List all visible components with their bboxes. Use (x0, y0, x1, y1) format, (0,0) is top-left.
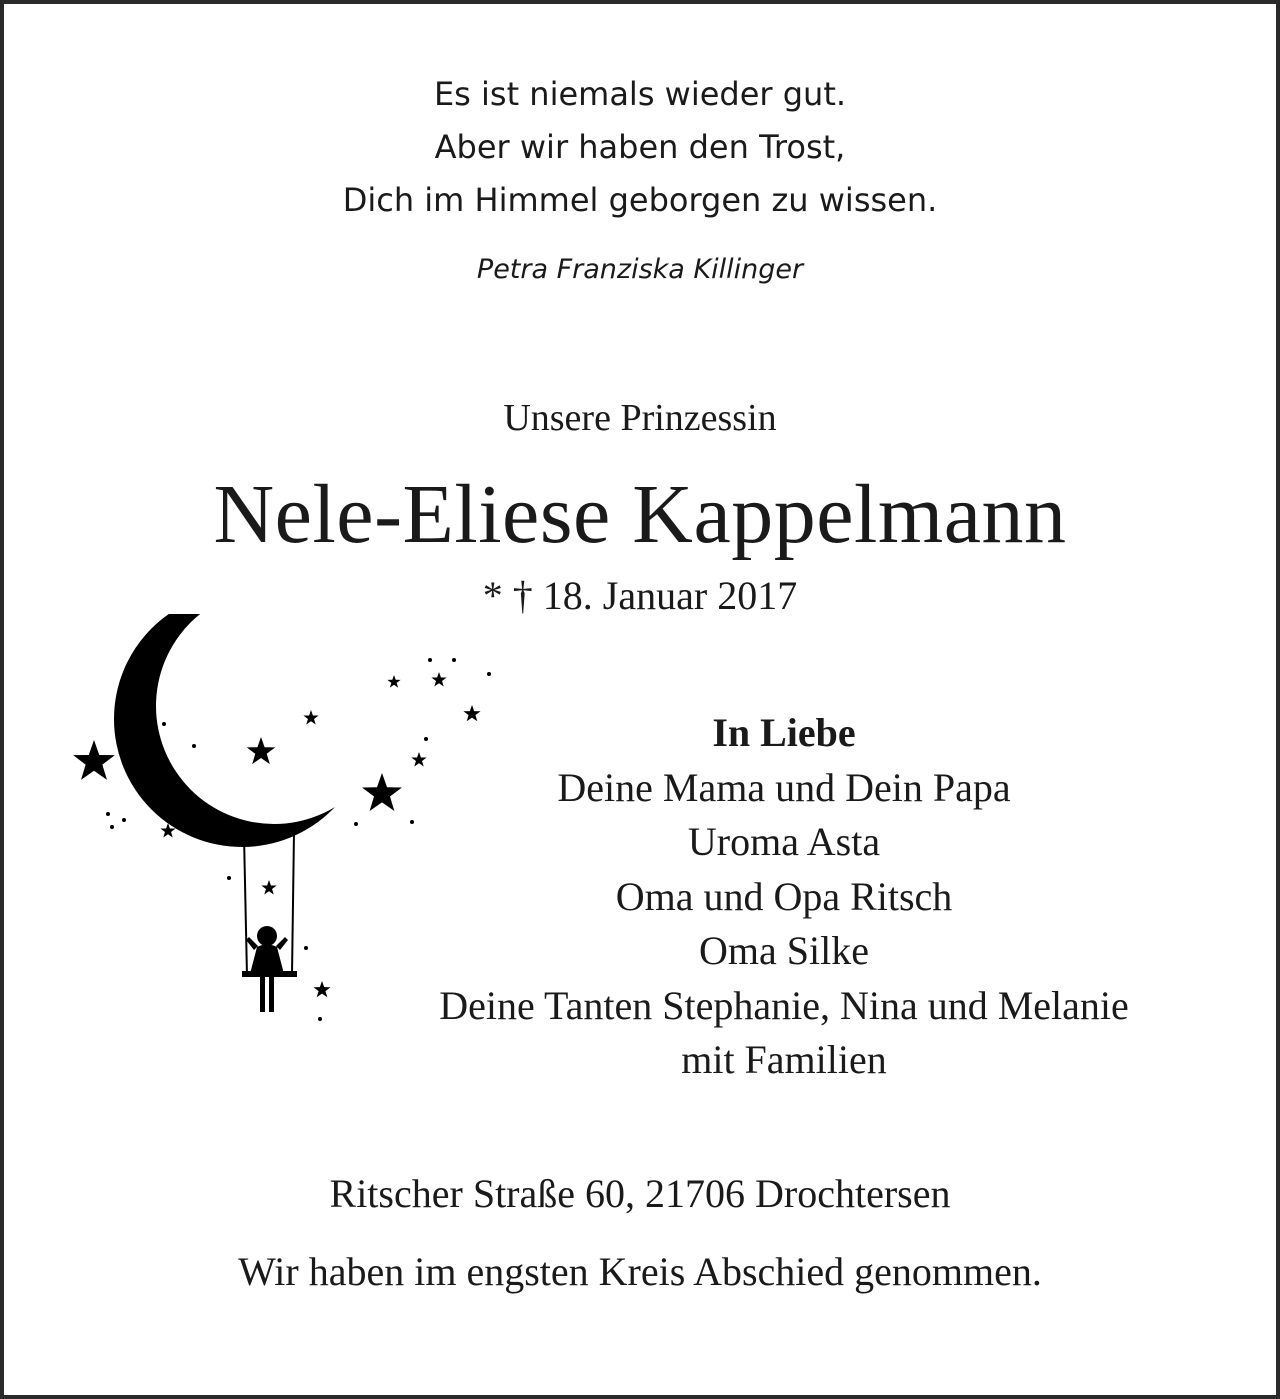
family-line-3: Oma und Opa Ritsch (615, 873, 953, 919)
family-heading: In Liebe (712, 710, 856, 755)
farewell-note: Wir haben im engsten Kreis Abschied genommen. (238, 1249, 1042, 1294)
family-line-6: mit Familien (681, 1037, 887, 1082)
intro-text: Unsere Prinzessin (503, 397, 777, 439)
quote-line-1: Es ist niemals wieder gut. (433, 75, 847, 113)
quote-block (4, 68, 1276, 227)
crescent-moon-icon (114, 614, 370, 847)
family-line-2: Uroma Asta (687, 819, 881, 864)
quote-line-2: Aber wir haben den Trost, (434, 128, 846, 166)
deceased-name: Nele-Eliese Kappelmann (213, 468, 1067, 561)
quote-line-3: Dich im Himmel geborgen zu wissen. (342, 181, 938, 219)
family-line-1: Deine Mama und Dein Papa (557, 764, 1011, 810)
child-on-swing-icon (246, 926, 288, 1012)
quote-author: Petra Franziska Killinger (476, 254, 804, 285)
family-block (364, 706, 1204, 1088)
family-line-5: Deine Tanten Stephanie, Nina und Melanie (439, 982, 1129, 1028)
address: Ritscher Straße 60, 21706 Drochtersen (329, 1171, 951, 1216)
family-line-4: Oma Silke (699, 928, 869, 973)
birth-death-date: * † 18. Januar 2017 (482, 573, 798, 618)
